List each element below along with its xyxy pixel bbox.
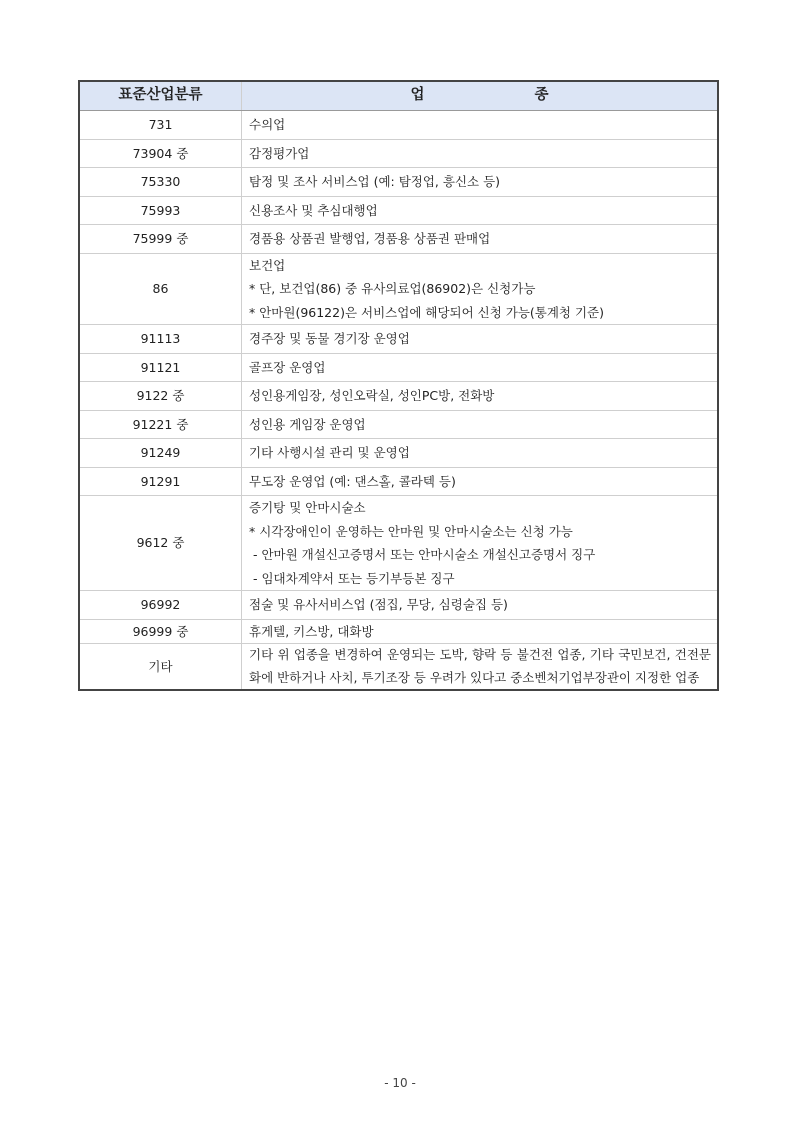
table-row (79, 196, 718, 225)
page-number: - 10 - (384, 1076, 416, 1090)
table-header-row (79, 81, 718, 111)
industry-desc-cell (242, 619, 719, 644)
industry-note-line: * 시각장애인이 운영하는 안마원 및 안마시술소는 신청 가능 (249, 523, 573, 539)
industry-desc-cell (242, 496, 719, 591)
industry-desc-cell (242, 353, 719, 382)
header-industry-code: 표준산업분류 (79, 81, 242, 111)
table-row (79, 353, 718, 382)
industry-desc-line: 기타 사행시설 관리 및 운영업 (249, 445, 410, 460)
industry-code-cell: 75330 (79, 168, 242, 197)
table-row (79, 168, 718, 197)
table-row (79, 139, 718, 168)
industry-desc-line: 경품용 상품권 발행업, 경품용 상품권 판매업 (249, 231, 491, 246)
industry-code-cell: 91113 (79, 325, 242, 354)
industry-code-cell: 기타 (79, 644, 242, 691)
industry-note-line: * 안마원(96122)은 서비스업에 해당되어 신청 가능(통계청 기준) (249, 304, 605, 320)
industry-code-cell: 91291 (79, 467, 242, 496)
table-row (79, 382, 718, 411)
industry-code-cell: 731 (79, 111, 242, 140)
industry-desc-line: 보건업 (249, 257, 286, 273)
industry-desc-line: 점술 및 유사서비스업 (점집, 무당, 심령술집 등) (249, 597, 508, 612)
industry-desc-cell (242, 325, 719, 354)
industry-desc-line: 탐정 및 조사 서비스업 (예: 탐정업, 흥신소 등) (249, 174, 501, 189)
table-row (79, 619, 718, 644)
industry-desc-paragraph: 기타 위 업종을 변경하여 운영되는 도박, 향락 등 불건전 업종, 기타 국민보건, 건전문화에 반하거나 사치, 투기조장 등 우려가 있다고 중소벤처기업부장관이 지정한 업종 (242, 644, 719, 691)
industry-desc-cell (242, 382, 719, 411)
industry-desc-cell (242, 168, 719, 197)
header-industry-type (242, 81, 719, 111)
industry-desc-cell (242, 139, 719, 168)
industry-code-cell: 96992 (79, 591, 242, 620)
industry-code-cell: 75999 중 (79, 225, 242, 254)
table-row (79, 325, 718, 354)
restricted-industry-table (78, 80, 719, 691)
industry-desc-cell (242, 253, 719, 325)
header-industry-part1: 업 (410, 87, 425, 104)
table-row (79, 496, 718, 591)
industry-desc-line: 수의업 (249, 117, 286, 132)
table-row (79, 644, 718, 691)
header-industry-part2: 종 (534, 87, 549, 104)
industry-desc-cell (242, 196, 719, 225)
industry-desc-line: 휴게텔, 키스방, 대화방 (249, 623, 374, 639)
table-row (79, 439, 718, 468)
table-row (79, 225, 718, 254)
table-row (79, 591, 718, 620)
industry-desc-cell (242, 225, 719, 254)
industry-code-cell: 75993 (79, 196, 242, 225)
industry-code-cell: 9122 중 (79, 382, 242, 411)
industry-code-cell: 91121 (79, 353, 242, 382)
industry-desc-line: 신용조사 및 추심대행업 (249, 202, 378, 218)
industry-note-line: * 단, 보건업(86) 중 유사의료업(86902)은 신청가능 (249, 281, 536, 296)
table-row (79, 111, 718, 140)
industry-desc-cell (242, 111, 719, 140)
table-row (79, 253, 718, 325)
industry-desc-cell (242, 439, 719, 468)
industry-subnote-line: - 안마원 개설신고증명서 또는 안마시술소 개설신고증명서 징구 (253, 547, 596, 562)
industry-desc-cell (242, 591, 719, 620)
table-row (79, 467, 718, 496)
industry-desc-cell (242, 467, 719, 496)
table-row (79, 410, 718, 439)
industry-subnote-line: - 임대차계약서 또는 등기부등본 징구 (253, 570, 455, 586)
industry-code-cell: 9612 중 (79, 496, 242, 591)
industry-desc-line: 성인용 게임장 운영업 (249, 416, 366, 432)
industry-code-cell: 91249 (79, 439, 242, 468)
industry-desc-line: 성인용게임장, 성인오락실, 성인PC방, 전화방 (249, 388, 495, 403)
industry-code-cell: 73904 중 (79, 139, 242, 168)
industry-desc-line: 증기탕 및 안마시술소 (249, 500, 366, 515)
industry-code-cell: 86 (79, 253, 242, 325)
industry-desc-cell (242, 410, 719, 439)
industry-code-cell: 91221 중 (79, 410, 242, 439)
restricted-industry-table-container (78, 80, 719, 691)
industry-desc-line: 경주장 및 동물 경기장 운영업 (249, 331, 410, 346)
industry-desc-line: 무도장 운영업 (예: 댄스홀, 콜라텍 등) (249, 473, 456, 489)
industry-desc-line: 골프장 운영업 (249, 359, 326, 375)
industry-code-cell: 96999 중 (79, 619, 242, 644)
industry-desc-line: 감정평가업 (249, 145, 310, 161)
